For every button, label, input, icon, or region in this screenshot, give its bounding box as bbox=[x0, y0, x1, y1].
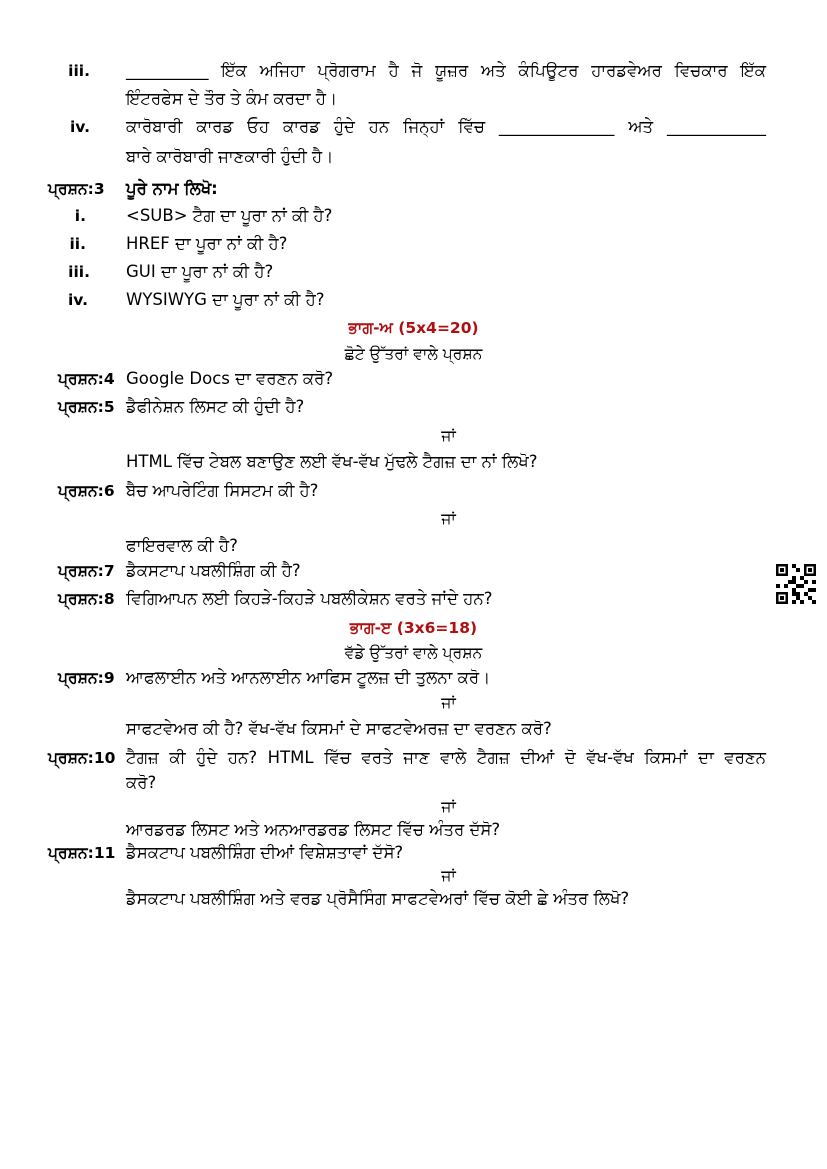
question-label bbox=[58, 667, 115, 689]
question-label-text: ਪ੍ਰਸ਼ਨ:3 bbox=[48, 180, 105, 198]
question-label bbox=[58, 368, 115, 390]
question-text: ਡੈਸਕਟਾਪ ਪਬਲੀਸ਼ਿੰਗ ਦੀਆਂ ਵਿਸ਼ੇਸ਼ਤਾਵਾਂ ਦੱਸੋ? bbox=[126, 843, 404, 862]
or-separator: ਜਾਂ bbox=[441, 510, 456, 528]
question-label-text: ਪ੍ਰਸ਼ਨ:7 bbox=[58, 562, 115, 580]
question-label-text: ਪ੍ਰਸ਼ਨ:11 bbox=[48, 844, 116, 862]
question-label-text: ਪ੍ਰਸ਼ਨ:8 bbox=[58, 590, 115, 608]
item-number: iii. bbox=[68, 62, 90, 80]
item-text-line: ਕਾਰੋਬਾਰੀ ਕਾਰਡ ਓਹ ਕਾਰਡ ਹੁੰਦੇ ਹਨ ਜਿਨ੍ਹਾਂ ਵਿੱਚ ______________ ਅਤੇ ____________ bbox=[126, 117, 766, 136]
sub-question: WYSIWYG ਦਾ ਪੂਰਾ ਨਾਂ ਕੀ ਹੈ? bbox=[126, 290, 325, 309]
question-label bbox=[58, 560, 115, 582]
sub-question: HREF ਦਾ ਪੂਰਾ ਨਾਂ ਕੀ ਹੈ? bbox=[126, 234, 288, 253]
question-label bbox=[48, 842, 115, 864]
question-label bbox=[58, 396, 115, 418]
question-label bbox=[58, 480, 115, 502]
question-text: ਬੈਚ ਆਪਰੇਟਿੰਗ ਸਿਸਟਮ ਕੀ ਹੈ? bbox=[126, 481, 319, 500]
sub-number: i. bbox=[74, 207, 86, 225]
question-label-text: ਪ੍ਰਸ਼ਨ:4 bbox=[58, 370, 115, 388]
question-label-text: ਪ੍ਰਸ਼ਨ:5 bbox=[58, 398, 115, 416]
sub-number: ii. bbox=[69, 235, 86, 253]
sub-number: iii. bbox=[68, 263, 90, 281]
section-title: ਭਾਗ-ੲ (3x6=18) bbox=[349, 619, 478, 637]
question-label-text: ਪ੍ਰਸ਼ਨ:6 bbox=[58, 482, 115, 500]
item-number: iv. bbox=[69, 118, 90, 136]
sub-number: iv. bbox=[67, 291, 88, 309]
question-alt-text: ਆਰਡਰਡ ਲਿਸਟ ਅਤੇ ਅਨਆਰਡਰਡ ਲਿਸਟ ਵਿੱਚ ਅੰਤਰ ਦੱਸੋ? bbox=[126, 820, 501, 839]
or-separator: ਜਾਂ bbox=[441, 427, 456, 445]
item-text-line: ਬਾਰੇ ਕਾਰੋਬਾਰੀ ਜਾਣਕਾਰੀ ਹੁੰਦੀ ਹੈ। bbox=[126, 147, 334, 166]
question-alt-text: ਸਾਫਟਵੇਅਰ ਕੀ ਹੈ? ਵੱਖ-ਵੱਖ ਕਿਸਮਾਂ ਦੇ ਸਾਫਟਵੇਅਰਜ਼ ਦਾ ਵਰਣਨ ਕਰੋ? bbox=[126, 719, 552, 738]
item-text-line: ਇੰਟਰਫੇਸ ਦੇ ਤੌਰ ਤੇ ਕੰਮ ਕਰਦਾ ਹੈ। bbox=[126, 89, 338, 108]
sub-question: <SUB> ਟੈਗ ਦਾ ਪੂਰਾ ਨਾਂ ਕੀ ਹੈ? bbox=[126, 206, 333, 225]
sub-question: GUI ਦਾ ਪੂਰਾ ਨਾਂ ਕੀ ਹੈ? bbox=[126, 262, 274, 281]
question-label-text: ਪ੍ਰਸ਼ਨ:10 bbox=[48, 749, 116, 767]
section-subtitle: ਛੋਟੇ ਉੱਤਰਾਂ ਵਾਲੇ ਪ੍ਰਸ਼ਨ bbox=[344, 345, 483, 363]
or-separator: ਜਾਂ bbox=[441, 867, 456, 885]
question-text: ਆਫਲਾਈਨ ਅਤੇ ਆਨਲਾਈਨ ਆਫਿਸ ਟੂਲਜ਼ ਦੀ ਤੁਲਨਾ ਕਰੋ। bbox=[126, 668, 491, 687]
question-alt-text: HTML ਵਿੱਚ ਟੇਬਲ ਬਣਾਉਣ ਲਈ ਵੱਖ-ਵੱਖ ਮੁੱਢਲੇ ਟੈਗਜ਼ ਦਾ ਨਾਂ ਲਿਖੋ? bbox=[126, 452, 538, 471]
item-text-line: __________ ਇੱਕ ਅਜਿਹਾ ਪ੍ਰੋਗਰਾਮ ਹੈ ਜੋ ਯੂਜ਼ਰ ਅਤੇ ਕੰਪਿਊਟਰ ਹਾਰਡਵੇਅਰ ਵਿਚਕਾਰ ਇੱਕ bbox=[126, 61, 766, 80]
question-label bbox=[58, 588, 115, 610]
question-alt-text: ਫਾਇਰਵਾਲ ਕੀ ਹੈ? bbox=[126, 536, 238, 555]
question-text: Google Docs ਦਾ ਵਰਣਨ ਕਰੋ? bbox=[126, 369, 334, 388]
section-subtitle: ਵੱਡੇ ਉੱਤਰਾਂ ਵਾਲੇ ਪ੍ਰਸ਼ਨ bbox=[344, 644, 483, 662]
question-text-line: ਕਰੋ? bbox=[126, 773, 157, 792]
or-separator: ਜਾਂ bbox=[441, 694, 456, 712]
question-text-line: ਟੈਗਜ਼ ਕੀ ਹੁੰਦੇ ਹਨ? HTML ਵਿੱਚ ਵਰਤੇ ਜਾਣ ਵਾਲੇ ਟੈਗਜ਼ ਦੀਆਂ ਦੋ ਵੱਖ-ਵੱਖ ਕਿਸਮਾਂ ਦਾ ਵਰਣਨ bbox=[126, 748, 766, 767]
question-alt-text: ਡੈਸਕਟਾਪ ਪਬਲੀਸ਼ਿੰਗ ਅਤੇ ਵਰਡ ਪ੍ਰੋਸੈਸਿੰਗ ਸਾਫਟਵੇਅਰਾਂ ਵਿੱਚ ਕੋਈ ਛੇ ਅੰਤਰ ਲਿਖੋ? bbox=[126, 889, 630, 908]
question-label-text: ਪ੍ਰਸ਼ਨ:9 bbox=[58, 669, 115, 687]
question-text: ਵਿਗਿਆਪਨ ਲਈ ਕਿਹੜੇ-ਕਿਹੜੇ ਪਬਲੀਕੇਸ਼ਨ ਵਰਤੇ ਜਾਂਦੇ ਹਨ? bbox=[126, 589, 493, 608]
qr-code-icon bbox=[776, 564, 816, 604]
section-title: ਭਾਗ-ਅ (5x4=20) bbox=[348, 319, 479, 337]
question-label bbox=[48, 747, 115, 769]
or-separator: ਜਾਂ bbox=[441, 798, 456, 816]
question-text: ਡੈਕਸਟਾਪ ਪਬਲੀਸ਼ਿੰਗ ਕੀ ਹੈ? bbox=[126, 561, 301, 580]
question-text: ਪੂਰੇ ਨਾਮ ਲਿਖੋ: bbox=[126, 179, 218, 198]
question-label bbox=[48, 178, 105, 200]
question-text: ਡੈਫੀਨੇਸ਼ਨ ਲਿਸਟ ਕੀ ਹੁੰਦੀ ਹੈ? bbox=[126, 397, 305, 416]
